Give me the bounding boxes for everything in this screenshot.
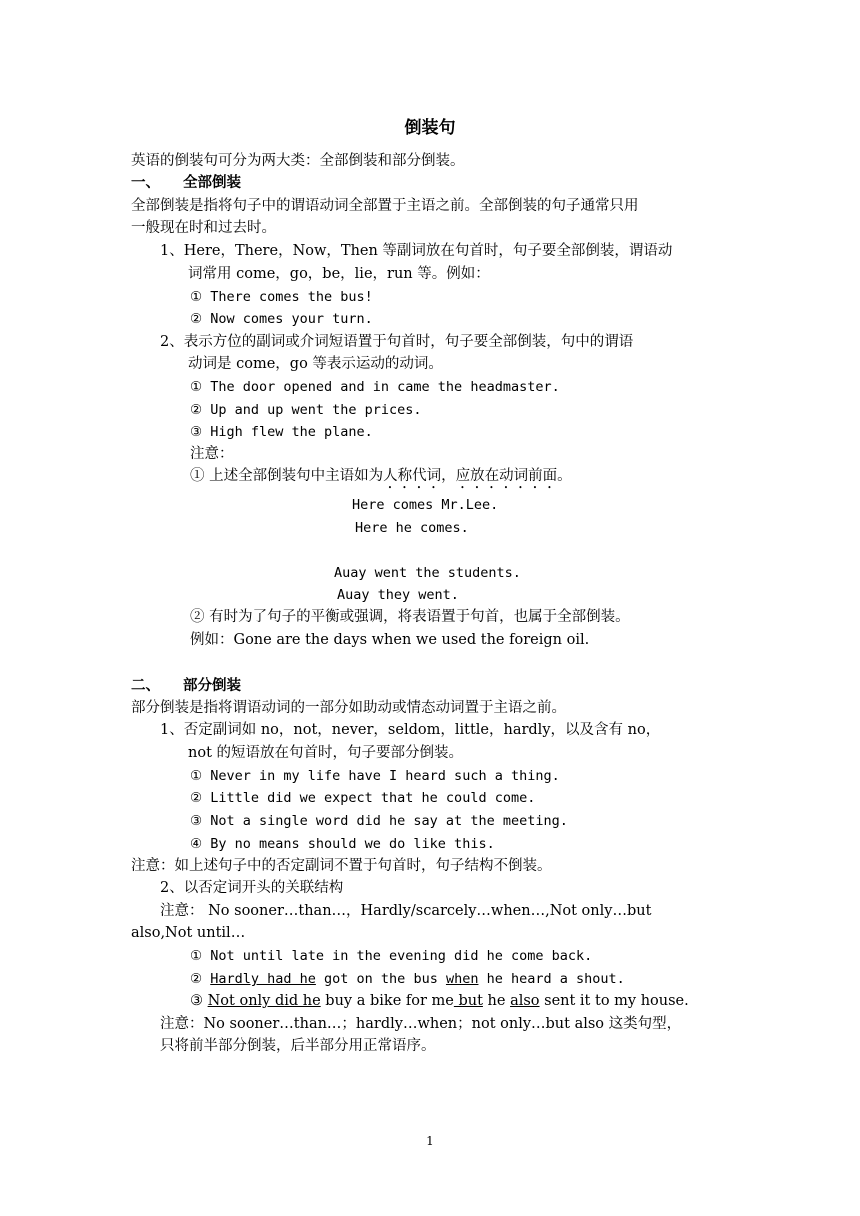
rule-1-line2: 词常用 come，go，be，lie，run 等。例如： — [188, 266, 490, 282]
example-text: got on the bus — [315, 971, 446, 987]
underlined-text: when — [445, 971, 479, 987]
emphasized-text: 人称代词 — [383, 468, 442, 484]
comparison-example: Here he comes. — [355, 520, 469, 536]
example-text: he heard a shout. — [478, 971, 625, 987]
section-2-heading: 部分倒装 — [183, 678, 241, 694]
example-line: ② Now comes your turn. — [190, 311, 373, 327]
underlined-text: Hardly had he — [210, 971, 316, 987]
section-1-heading: 全部倒装 — [183, 175, 241, 191]
section-1-definition-line1: 全部倒装是指将句子中的谓语动词全部置于主语之前。全部倒装的句子通常只用 — [131, 198, 639, 214]
rule-2: 2、以否定词开头的关联结构 — [160, 880, 344, 896]
note-2-example: 例如：Gone are the days when we used the foreign oil. — [190, 632, 590, 648]
example-line: ④ By no means should we do like this. — [190, 836, 495, 852]
note-1-text: ， — [441, 468, 456, 484]
example-line: ③ Not a single word did he say at the meeting. — [190, 813, 568, 829]
example-number: ③ — [190, 993, 208, 1009]
example-text: buy a bike for me — [320, 993, 454, 1009]
section-2-number: 二、 — [131, 678, 160, 694]
comparison-example: Auay went the students. — [334, 565, 521, 581]
section-1-number: 一、 — [131, 175, 160, 191]
intro: 英语的倒装句可分为两大类：全部倒装和部分倒装。 — [131, 153, 465, 169]
note-1-text: 。 — [557, 468, 572, 484]
note-1-text: ① 上述全部倒装句中主语如为 — [190, 468, 384, 484]
note-1 — [190, 465, 572, 492]
note-label: 注意： — [190, 446, 234, 462]
example-line: ② Up and up went the prices. — [190, 402, 422, 418]
example-line — [190, 990, 689, 1012]
example-line: ③ High flew the plane. — [190, 424, 373, 440]
rule-2-line1: 2、表示方位的副词或介词短语置于句首时，句子要全部倒装，句中的谓语 — [160, 334, 634, 350]
comparison-example: Auay they went. — [337, 587, 459, 603]
note-line: 注意： No sooner…than…，Hardly/scarcely…when…,Not only…but — [160, 903, 652, 919]
underlined-text: also — [510, 993, 540, 1009]
example-number: ② — [190, 971, 211, 987]
comparison-example: Here comes Mr.Lee. — [352, 497, 499, 513]
example-text: sent it to my house. — [539, 993, 689, 1009]
rule-1-line1: 1、Here，There，Now，Then 等副词放在句首时，句子要全部倒装，谓语动 — [160, 243, 673, 259]
example-line: ① Never in my life have I heard such a thing. — [190, 768, 560, 784]
page-number: 1 — [426, 1134, 434, 1148]
rule-1-line1: 1、否定副词如 no，not，never，seldom，little，hardly，以及含有 no， — [160, 722, 661, 738]
example-line: ② Little did we expect that he could come. — [190, 790, 536, 806]
section-1-definition-line2: 一般现在时和过去时。 — [131, 220, 276, 236]
example-line — [190, 968, 625, 990]
note-line: 只将前半部分倒装，后半部分用正常语序。 — [160, 1038, 436, 1054]
rule-2-line2: 动词是 come，go 等表示运动的动词。 — [188, 356, 443, 372]
note-2: ② 有时为了句子的平衡或强调，将表语置于句首，也属于全部倒装。 — [190, 609, 630, 625]
example-line: ① There comes the bus! — [190, 289, 373, 305]
example-text: he — [482, 993, 511, 1009]
underlined-text: Not only did he — [207, 993, 321, 1009]
underlined-text: but — [453, 993, 483, 1009]
note-line: 注意：如上述句子中的否定副词不置于句首时，句子结构不倒装。 — [131, 858, 552, 874]
emphasized-text: 应放在动词前面 — [455, 468, 558, 484]
page-title: 倒装句 — [404, 118, 456, 138]
example-line: ① The door opened and in came the headmaster. — [190, 379, 560, 395]
example-line: ① Not until late in the evening did he come back. — [190, 948, 593, 964]
note-line: 注意：No sooner…than…；hardly…when；not only…but also 这类句型， — [160, 1016, 682, 1032]
section-2-definition: 部分倒装是指将谓语动词的一部分如助动或情态动词置于主语之前。 — [131, 700, 566, 716]
rule-1-line2: not 的短语放在句首时，句子要部分倒装。 — [188, 745, 464, 761]
note-line: also,Not until… — [131, 925, 246, 941]
